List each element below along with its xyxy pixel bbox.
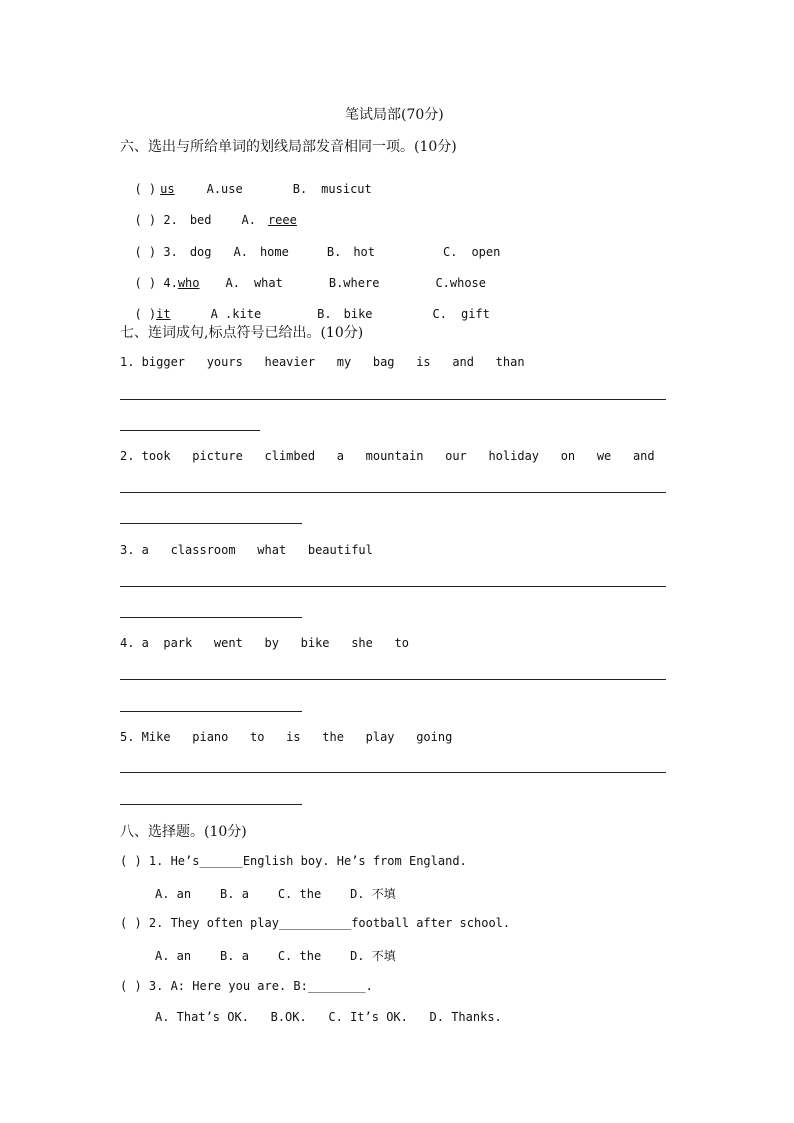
opt-a-word: home <box>259 245 289 259</box>
opt-a: A. <box>225 276 240 290</box>
s7-item-4: 4. a park went by bike she to <box>120 636 409 650</box>
opt-a-word: what <box>253 276 283 290</box>
s6-q5 <box>120 293 490 321</box>
s8-q1-options: A. an B. a C. the D. 不填 <box>155 887 396 901</box>
opt-c: C. <box>443 245 458 259</box>
answer-line-full <box>120 586 666 587</box>
s7-item-2: 2. took picture climbed a mountain our holiday on we and <box>120 449 655 463</box>
s6-q3 <box>120 231 500 259</box>
opt-b-word: bike <box>343 307 373 321</box>
answer-line-full <box>120 399 666 400</box>
q-num: ( ) 3. <box>134 245 178 259</box>
s8-q2: ( ) 2. They often play__________football after school. <box>120 916 511 930</box>
q-num: ( ) <box>134 182 157 196</box>
s7-item-5: 5. Mike piano to is the play going <box>120 730 453 744</box>
q-word: us <box>160 182 175 196</box>
answer-line-short <box>120 804 302 805</box>
s7-item-3: 3. a classroom what beautiful <box>120 543 373 557</box>
opt-a: A .kite <box>210 307 262 321</box>
opt-c-word: open <box>471 245 501 259</box>
s6-q1 <box>120 168 372 196</box>
opt-a: A. <box>241 213 256 227</box>
s8-q3-options: A. That’s OK. B.OK. C. It’s OK. D. Thanks. <box>155 1010 502 1024</box>
opt-b-word: hot <box>353 245 375 259</box>
q-num: ( ) 4. <box>134 276 178 290</box>
q-word: who <box>177 276 200 290</box>
answer-line-full <box>120 492 666 493</box>
s7-item-1: 1. bigger yours heavier my bag is and than <box>120 355 525 369</box>
opt-b: B. <box>292 182 308 196</box>
q-num: ( ) 2. <box>134 213 178 227</box>
section7-heading: 七、连词成句,标点符号已给出。(10分) <box>120 325 364 341</box>
opt-b-word: musicut <box>321 182 372 196</box>
opt-b: B. <box>326 245 342 259</box>
answer-line-full <box>120 679 666 680</box>
s8-q1: ( ) 1. He’s______English boy. He’s from England. <box>120 854 467 868</box>
answer-line-short <box>120 430 260 431</box>
q-word: dog <box>189 245 212 259</box>
s8-q3: ( ) 3. A: Here you are. B:________. <box>120 979 373 993</box>
page-title: 笔试局部(70分) <box>345 107 444 123</box>
opt-a-word: reee <box>267 213 297 227</box>
opt-a: A. <box>233 245 248 259</box>
opt-c: C. <box>432 307 447 321</box>
q-word: bed <box>189 213 212 227</box>
answer-line-full <box>120 772 666 773</box>
answer-line-short <box>120 711 302 712</box>
opt-a: A.use <box>206 182 243 196</box>
answer-line-short <box>120 523 302 524</box>
opt-b: B.where <box>328 276 380 290</box>
answer-line-short <box>120 617 302 618</box>
s6-q4 <box>120 262 486 290</box>
opt-c-word: gift <box>460 307 490 321</box>
opt-b: B. <box>317 307 332 321</box>
s8-q2-options: A. an B. a C. the D. 不填 <box>155 949 396 963</box>
q-word: it <box>156 307 171 321</box>
opt-c: C.whose <box>435 276 487 290</box>
section6-heading: 六、选出与所给单词的划线局部发音相同一项。(10分) <box>120 139 457 155</box>
q-num: ( ) <box>134 307 157 321</box>
s6-q2 <box>120 199 297 227</box>
section8-heading: 八、选择题。(10分) <box>120 824 247 840</box>
